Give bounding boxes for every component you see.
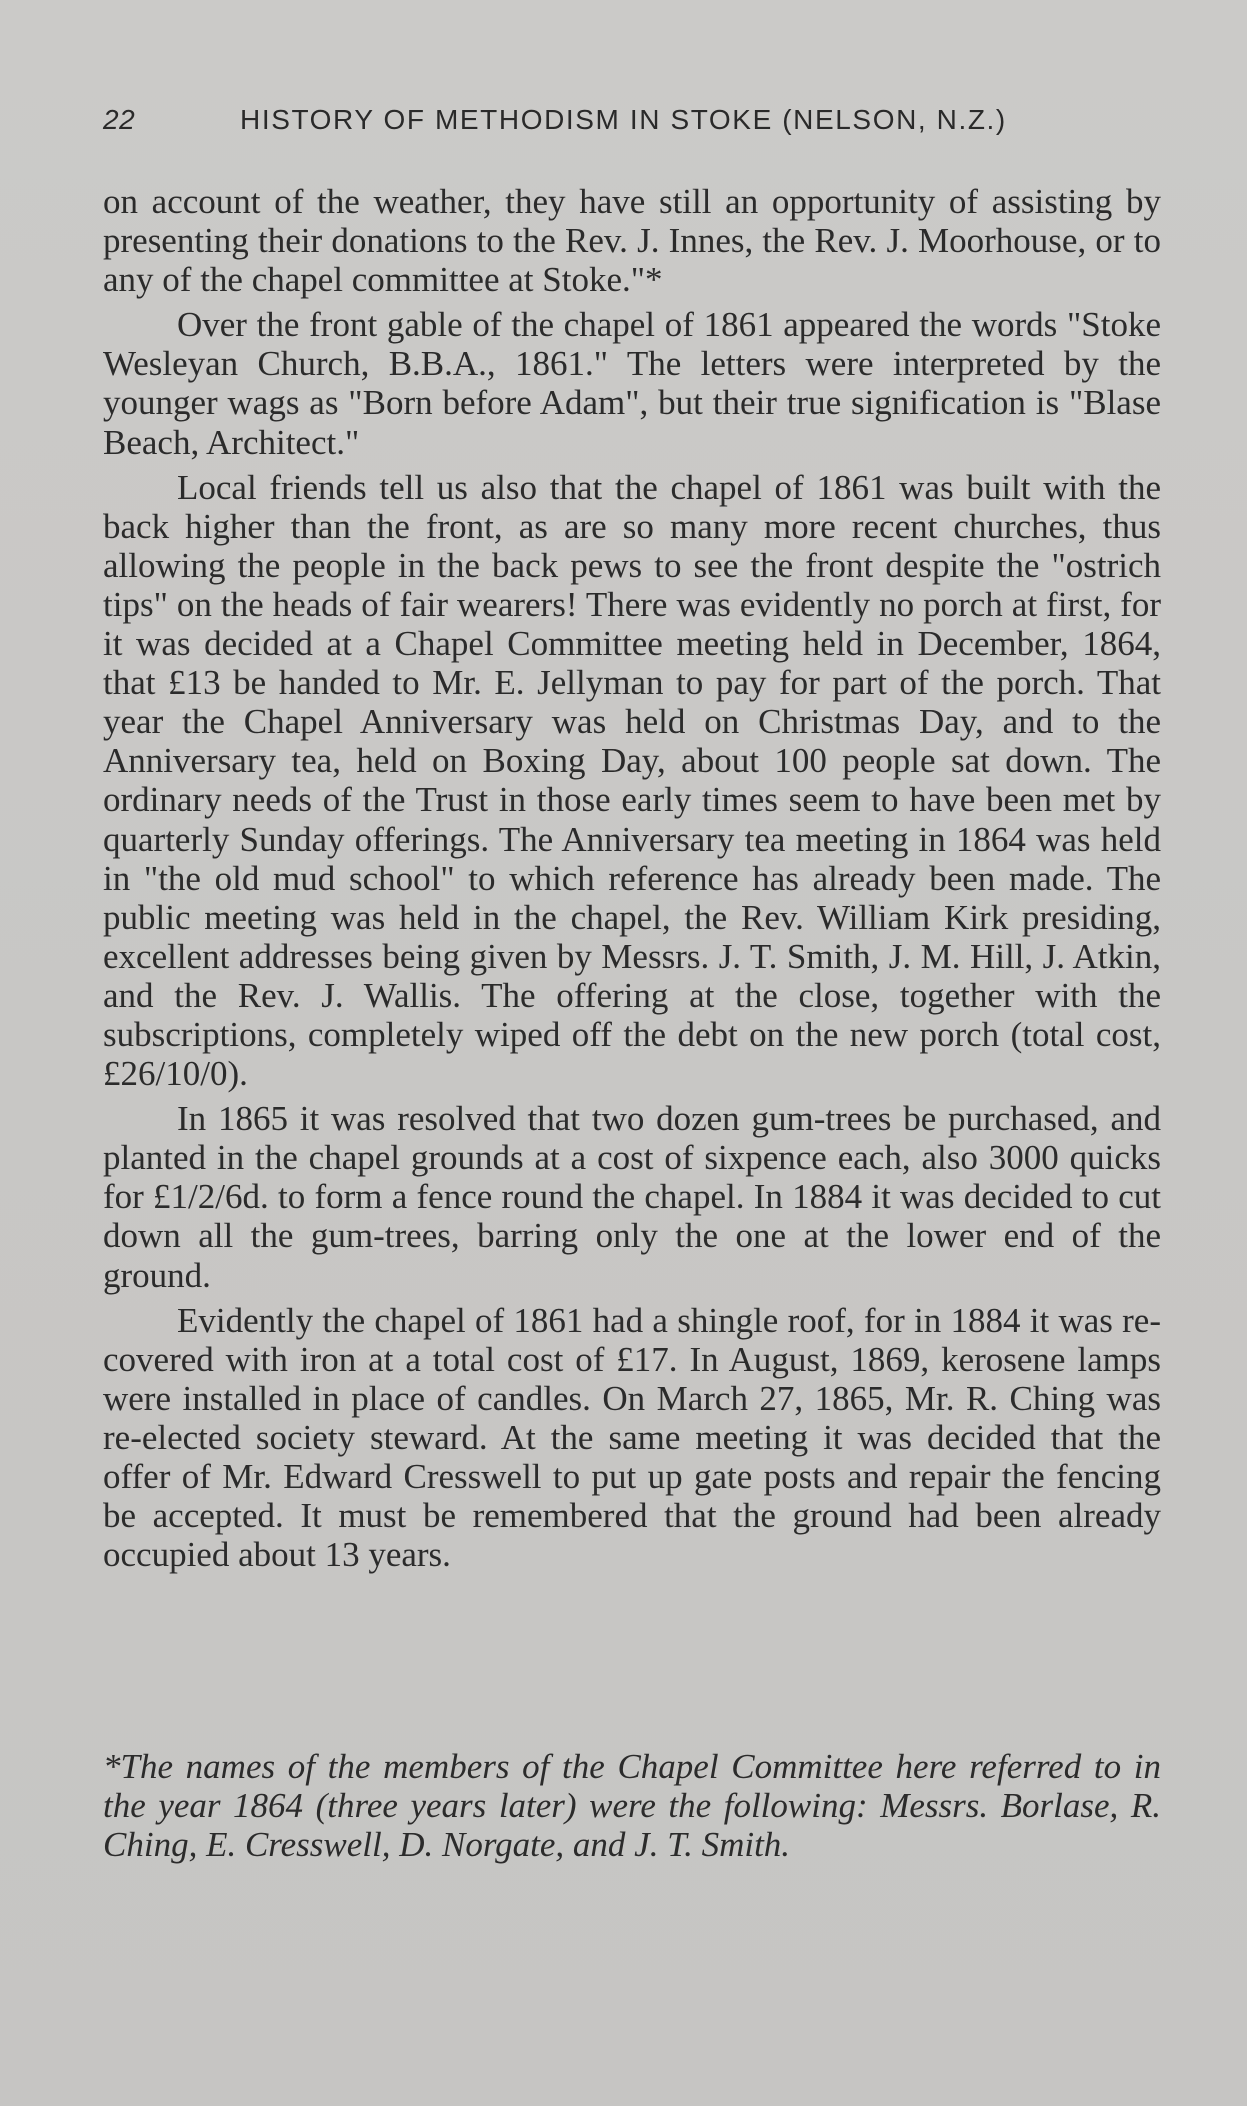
footnote xyxy=(103,1747,1161,1864)
paragraph-continued: on account of the weather, they have still an opportunity of assisting by presenting their donations to the Rev. J. Innes, the Rev. J. Moorhouse, or to any of the chapel committee at Stoke."* xyxy=(103,182,1161,300)
running-header xyxy=(103,104,1163,144)
body-text xyxy=(103,182,1161,1580)
paragraph-gable-inscription: Over the front gable of the chapel of 1861 appeared the words "Stoke Wesleyan Church, B.B.A., 1861." The letters were interpreted by the younger wags as "Born before Adam", but their true signification is "Blase Beach, Architect." xyxy=(103,305,1161,462)
paragraph-shingle-roof: Evidently the chapel of 1861 had a shingle roof, for in 1884 it was re-covered with iron at a total cost of £17. In August, 1869, kerosene lamps were installed in place of candles. On March 27, 1865, Mr. R. Ching was re-elected society steward. At the same meeting it was decided that the offer of Mr. Edward Cresswell to put up gate posts and repair the fencing be accepted. It must be remembered that the ground had been already occupied about 13 years. xyxy=(103,1300,1161,1575)
paragraph-chapel-building: Local friends tell us also that the chapel of 1861 was built with the back higher than the front, as are so many more recent churches, thus allowing the people in the back pews to see the front despite the "ostrich tips" on the heads of fair wearers! There was evidently no porch at first, for it was decided at a Chapel Committee meeting held in December, 1864, that £13 be handed to Mr. E. Jellyman to pay for part of the porch. That year the Chapel Anniversary was held on Christmas Day, and to the Anniversary tea, held on Boxing Day, about 100 people sat down. The ordinary needs of the Trust in those early times seem to have been met by quarterly Sunday offerings. The Anniversary tea meeting in 1864 was held in "the old mud school" to which reference has already been made. The public meeting was held in the chapel, the Rev. William Kirk presiding, excellent addresses being given by Messrs. J. T. Smith, J. M. Hill, J. Atkin, and the Rev. J. Wallis. The offering at the close, together with the subscriptions, completely wiped off the debt on the new porch (total cost, £26/10/0). xyxy=(103,467,1161,1094)
running-title: HISTORY OF METHODISM IN STOKE (NELSON, N.Z.) xyxy=(240,104,1007,135)
page-number: 22 xyxy=(103,104,136,135)
paragraph-gum-trees: In 1865 it was resolved that two dozen gum-trees be purchased, and planted in the chapel grounds at a cost of sixpence each, also 3000 quicks for £1/2/6d. to form a fence round the chapel. In 1884 it was decided to cut down all the gum-trees, barring only the one at the lower end of the ground. xyxy=(103,1099,1161,1295)
footnote-text: *The names of the members of the Chapel Committee here referred to in the year 1864 (three years later) were the following: Messrs. Borlase, R. Ching, E. Cresswell, D. Norgate, and J. T. Smith. xyxy=(103,1747,1161,1864)
